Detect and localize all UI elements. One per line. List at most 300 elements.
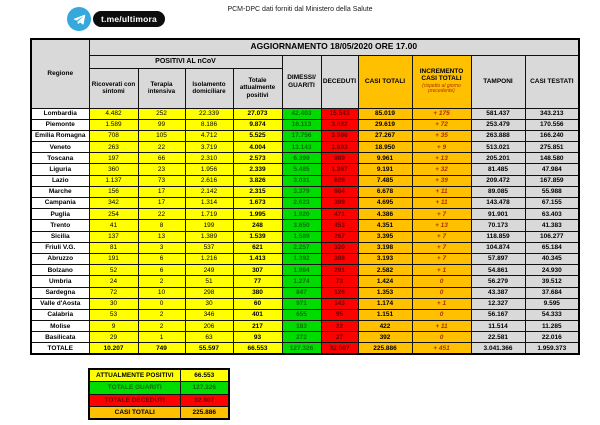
casi-testati-cell: 170.556	[525, 119, 579, 130]
incremento-cell: + 39	[412, 175, 471, 186]
incremento-cell: + 451	[412, 343, 471, 354]
dimessi-cell: 272	[282, 332, 321, 343]
table-row	[31, 220, 579, 231]
incremento-cell: 0	[412, 332, 471, 343]
dimessi-cell: 42.403	[282, 108, 321, 119]
deceduti-cell: 95	[321, 309, 358, 320]
terapia-cell: 66	[138, 153, 185, 164]
incremento-cell: + 35	[412, 130, 471, 141]
totale-positivi-cell: 2.339	[233, 164, 282, 175]
source-caption: PCM-DPC dati forniti dal Ministero della Salute	[227, 6, 373, 13]
tamponi-cell: 253.479	[471, 119, 525, 130]
totale-positivi-cell: 66.553	[233, 343, 282, 354]
deceduti-cell: 3.632	[321, 119, 358, 130]
incremento-cell: 0	[412, 287, 471, 298]
deceduti-cell: 453	[321, 220, 358, 231]
ricoverati-cell: 191	[89, 253, 138, 264]
region-name-cell: Campania	[31, 198, 89, 209]
isolamento-cell: 346	[185, 309, 233, 320]
header-row-update	[31, 39, 579, 55]
dimessi-cell: 1.274	[282, 276, 321, 287]
isolamento-cell: 298	[185, 287, 233, 298]
ricoverati-cell: 342	[89, 198, 138, 209]
totale-positivi-cell: 380	[233, 287, 282, 298]
terapia-cell: 1	[138, 332, 185, 343]
casi-testati-cell: 1.959.373	[525, 343, 579, 354]
totale-positivi-cell: 248	[233, 220, 282, 231]
table-row	[31, 253, 579, 264]
region-name-cell: Basilicata	[31, 332, 89, 343]
ricoverati-cell: 1.137	[89, 175, 138, 186]
tamponi-cell: 54.861	[471, 265, 525, 276]
terapia-cell: 2	[138, 276, 185, 287]
tamponi-cell: 263.888	[471, 130, 525, 141]
totale-positivi-cell: 2.573	[233, 153, 282, 164]
ricoverati-cell: 4.482	[89, 108, 138, 119]
incremento-label: INCREMENTO CASI TOTALI	[419, 68, 464, 83]
region-name-cell: Sardegna	[31, 287, 89, 298]
casi-testati-cell: 275.851	[525, 142, 579, 153]
tamponi-cell: 513.021	[471, 142, 525, 153]
incremento-cell: + 11	[412, 186, 471, 197]
region-name-cell: Friuli V.G.	[31, 242, 89, 253]
tamponi-cell: 3.041.366	[471, 343, 525, 354]
ricoverati-cell: 41	[89, 220, 138, 231]
incremento-cell: + 11	[412, 198, 471, 209]
region-name-cell: Calabria	[31, 309, 89, 320]
casi-totali-cell: 1.424	[358, 276, 412, 287]
casi-testati-cell: 63.403	[525, 209, 579, 220]
region-name-cell: Veneto	[31, 142, 89, 153]
col-header-terapia: Terapia intensiva	[138, 68, 185, 108]
summary-label: CASI TOTALI	[89, 407, 180, 420]
casi-totali-cell: 3.395	[358, 231, 412, 242]
casi-testati-cell: 54.333	[525, 309, 579, 320]
totale-positivi-cell: 217	[233, 321, 282, 332]
dimessi-cell: 1.589	[282, 231, 321, 242]
totale-positivi-cell: 60	[233, 298, 282, 309]
terapia-cell: 22	[138, 142, 185, 153]
col-header-casi-totali: CASI TOTALI	[358, 55, 412, 108]
ricoverati-cell: 263	[89, 142, 138, 153]
deceduti-cell: 126	[321, 287, 358, 298]
terapia-cell: 8	[138, 220, 185, 231]
table-row	[31, 153, 579, 164]
deceduti-cell: 388	[321, 253, 358, 264]
ricoverati-cell: 360	[89, 164, 138, 175]
table-row	[31, 321, 579, 332]
incremento-cell: 0	[412, 276, 471, 287]
isolamento-cell: 2.616	[185, 175, 233, 186]
deceduti-cell: 32.007	[321, 343, 358, 354]
totale-positivi-cell: 1.995	[233, 209, 282, 220]
dimessi-cell: 3.650	[282, 220, 321, 231]
update-title: AGGIORNAMENTO 18/05/2020 ORE 17.00	[89, 39, 579, 55]
col-header-regione: Regione	[31, 39, 89, 108]
region-name-cell: Emilia Romagna	[31, 130, 89, 141]
dimessi-cell: 13.143	[282, 142, 321, 153]
deceduti-cell: 989	[321, 153, 358, 164]
casi-totali-cell: 85.019	[358, 108, 412, 119]
ricoverati-cell: 72	[89, 287, 138, 298]
casi-totali-cell: 3.198	[358, 242, 412, 253]
casi-totali-cell: 4.386	[358, 209, 412, 220]
tamponi-cell: 70.173	[471, 220, 525, 231]
table-row	[31, 186, 579, 197]
tamponi-cell: 12.327	[471, 298, 525, 309]
table-row	[31, 198, 579, 209]
casi-totali-cell: 3.193	[358, 253, 412, 264]
region-name-cell: Bolzano	[31, 265, 89, 276]
summary-value: 32.007	[180, 394, 229, 407]
ricoverati-cell: 137	[89, 231, 138, 242]
table-row	[31, 242, 579, 253]
casi-totali-cell: 2.582	[358, 265, 412, 276]
isolamento-cell: 51	[185, 276, 233, 287]
summary-label: TOTALE DECEDUTI	[89, 394, 180, 407]
incremento-cell: + 72	[412, 119, 471, 130]
incremento-subnote: (rispetto al giorno precedente)	[422, 82, 461, 95]
terapia-cell: 17	[138, 198, 185, 209]
telegram-icon	[67, 7, 91, 31]
isolamento-cell: 63	[185, 332, 233, 343]
summary-row	[89, 369, 229, 382]
col-header-ricoverati: Ricoverati con sintomi	[89, 68, 138, 108]
isolamento-cell: 2.142	[185, 186, 233, 197]
terapia-cell: 0	[138, 298, 185, 309]
isolamento-cell: 1.314	[185, 198, 233, 209]
tamponi-cell: 22.581	[471, 332, 525, 343]
casi-testati-cell: 148.580	[525, 153, 579, 164]
dimessi-cell: 127.326	[282, 343, 321, 354]
casi-totali-cell: 4.695	[358, 198, 412, 209]
dimessi-cell: 5.485	[282, 164, 321, 175]
table-row	[31, 332, 579, 343]
tamponi-cell: 81.485	[471, 164, 525, 175]
incremento-cell: + 32	[412, 164, 471, 175]
region-name-cell: Lazio	[31, 175, 89, 186]
table-row	[31, 298, 579, 309]
summary-box	[88, 368, 230, 420]
incremento-cell: + 13	[412, 153, 471, 164]
terapia-cell: 2	[138, 321, 185, 332]
dimessi-cell: 183	[282, 321, 321, 332]
tamponi-cell: 104.874	[471, 242, 525, 253]
region-name-cell: Piemonte	[31, 119, 89, 130]
isolamento-cell: 249	[185, 265, 233, 276]
incremento-cell: 0	[412, 309, 471, 320]
totale-positivi-cell: 1.539	[233, 231, 282, 242]
totale-positivi-cell: 1.413	[233, 253, 282, 264]
col-header-tamponi: TAMPONI	[471, 55, 525, 108]
table-row	[31, 164, 579, 175]
col-header-deceduti: DECEDUTI	[321, 55, 358, 108]
region-name-cell: Liguria	[31, 164, 89, 175]
dimessi-cell: 16.113	[282, 119, 321, 130]
dimessi-cell: 2.257	[282, 242, 321, 253]
casi-totali-cell: 422	[358, 321, 412, 332]
isolamento-cell: 1.956	[185, 164, 233, 175]
table-row	[31, 231, 579, 242]
table-row	[31, 276, 579, 287]
ricoverati-cell: 30	[89, 298, 138, 309]
tamponi-cell: 118.859	[471, 231, 525, 242]
col-header-dimessi: DIMESSI/ GUARITI	[282, 55, 321, 108]
summary-row	[89, 394, 229, 407]
casi-testati-cell: 67.155	[525, 198, 579, 209]
deceduti-cell: 399	[321, 198, 358, 209]
col-group-positivi: POSITIVI AL nCoV	[89, 55, 282, 68]
terapia-cell: 13	[138, 231, 185, 242]
terapia-cell: 22	[138, 209, 185, 220]
ricoverati-cell: 9	[89, 321, 138, 332]
deceduti-cell: 15.543	[321, 108, 358, 119]
dimessi-cell: 17.756	[282, 130, 321, 141]
casi-testati-cell: 11.285	[525, 321, 579, 332]
isolamento-cell: 1.719	[185, 209, 233, 220]
summary-label: TOTALE GUARITI	[89, 382, 180, 395]
terapia-cell: 6	[138, 253, 185, 264]
casi-totali-cell: 9.961	[358, 153, 412, 164]
table-row	[31, 119, 579, 130]
casi-totali-cell: 6.678	[358, 186, 412, 197]
casi-totali-cell: 1.353	[358, 287, 412, 298]
ricoverati-cell: 53	[89, 309, 138, 320]
isolamento-cell: 199	[185, 220, 233, 231]
ricoverati-cell: 156	[89, 186, 138, 197]
summary-label: ATTUALMENTE POSITIVI	[89, 369, 180, 382]
col-header-casi-testati: CASI TESTATI	[525, 55, 579, 108]
incremento-cell: + 7	[412, 253, 471, 264]
ricoverati-cell: 29	[89, 332, 138, 343]
casi-testati-cell: 41.383	[525, 220, 579, 231]
incremento-cell: + 1	[412, 298, 471, 309]
deceduti-cell: 73	[321, 276, 358, 287]
table-row	[31, 209, 579, 220]
col-header-totale-positivi: Totale attualmente positivi	[233, 68, 282, 108]
totale-positivi-cell: 9.874	[233, 119, 282, 130]
casi-testati-cell: 40.345	[525, 253, 579, 264]
deceduti-cell: 984	[321, 186, 358, 197]
tamponi-cell: 91.901	[471, 209, 525, 220]
header-row-groups	[31, 55, 579, 68]
table-row	[31, 287, 579, 298]
casi-testati-cell: 24.930	[525, 265, 579, 276]
casi-totali-cell: 1.151	[358, 309, 412, 320]
table-row	[31, 309, 579, 320]
ricoverati-cell: 254	[89, 209, 138, 220]
casi-totali-cell: 225.886	[358, 343, 412, 354]
casi-testati-cell: 47.984	[525, 164, 579, 175]
tamponi-cell: 56.279	[471, 276, 525, 287]
totale-positivi-cell: 3.826	[233, 175, 282, 186]
deceduti-cell: 471	[321, 209, 358, 220]
casi-totali-cell: 1.174	[358, 298, 412, 309]
incremento-cell: + 7	[412, 231, 471, 242]
table-header	[31, 39, 579, 108]
region-name-cell: Molise	[31, 321, 89, 332]
tamponi-cell: 89.085	[471, 186, 525, 197]
terapia-cell: 3	[138, 242, 185, 253]
summary-row	[89, 407, 229, 420]
tamponi-cell: 57.897	[471, 253, 525, 264]
tamponi-cell: 43.387	[471, 287, 525, 298]
incremento-cell: + 9	[412, 142, 471, 153]
summary-row	[89, 382, 229, 395]
casi-testati-cell: 39.512	[525, 276, 579, 287]
deceduti-cell: 27	[321, 332, 358, 343]
dimessi-cell: 6.399	[282, 153, 321, 164]
casi-totali-cell: 9.191	[358, 164, 412, 175]
region-name-cell: Valle d'Aosta	[31, 298, 89, 309]
totale-positivi-cell: 401	[233, 309, 282, 320]
deceduti-cell: 320	[321, 242, 358, 253]
deceduti-cell: 143	[321, 298, 358, 309]
dimessi-cell: 2.623	[282, 198, 321, 209]
deceduti-cell: 22	[321, 321, 358, 332]
isolamento-cell: 55.597	[185, 343, 233, 354]
incremento-cell: + 1	[412, 265, 471, 276]
deceduti-cell: 3.986	[321, 130, 358, 141]
casi-testati-cell: 167.859	[525, 175, 579, 186]
table-row	[31, 142, 579, 153]
region-name-cell: Sicilia	[31, 231, 89, 242]
isolamento-cell: 3.719	[185, 142, 233, 153]
deceduti-cell: 1.367	[321, 164, 358, 175]
summary-value: 127.326	[180, 382, 229, 395]
tamponi-cell: 11.514	[471, 321, 525, 332]
ricoverati-cell: 24	[89, 276, 138, 287]
covid-table	[30, 38, 580, 355]
deceduti-cell: 267	[321, 231, 358, 242]
terapia-cell: 99	[138, 119, 185, 130]
dimessi-cell: 971	[282, 298, 321, 309]
ricoverati-cell: 10.207	[89, 343, 138, 354]
ricoverati-cell: 52	[89, 265, 138, 276]
dimessi-cell: 1.392	[282, 253, 321, 264]
table-body	[31, 108, 579, 354]
ricoverati-cell: 1.589	[89, 119, 138, 130]
totale-positivi-cell: 77	[233, 276, 282, 287]
terapia-cell: 6	[138, 265, 185, 276]
terapia-cell: 17	[138, 186, 185, 197]
terapia-cell: 73	[138, 175, 185, 186]
incremento-cell: + 7	[412, 242, 471, 253]
isolamento-cell: 4.712	[185, 130, 233, 141]
incremento-cell: + 175	[412, 108, 471, 119]
region-name-cell: Puglia	[31, 209, 89, 220]
dimessi-cell: 847	[282, 287, 321, 298]
casi-testati-cell: 37.684	[525, 287, 579, 298]
isolamento-cell: 206	[185, 321, 233, 332]
table-row	[31, 130, 579, 141]
region-name-cell: Trento	[31, 220, 89, 231]
totale-positivi-cell: 2.315	[233, 186, 282, 197]
ricoverati-cell: 197	[89, 153, 138, 164]
col-header-incremento	[412, 55, 471, 108]
ricoverati-cell: 708	[89, 130, 138, 141]
dimessi-cell: 655	[282, 309, 321, 320]
totale-positivi-cell: 1.673	[233, 198, 282, 209]
summary-value: 66.553	[180, 369, 229, 382]
region-name-cell: Umbria	[31, 276, 89, 287]
dimessi-cell: 3.031	[282, 175, 321, 186]
tamponi-cell: 581.437	[471, 108, 525, 119]
casi-totali-cell: 392	[358, 332, 412, 343]
ricoverati-cell: 81	[89, 242, 138, 253]
isolamento-cell: 22.339	[185, 108, 233, 119]
dimessi-cell: 3.379	[282, 186, 321, 197]
dimessi-cell: 1.920	[282, 209, 321, 220]
incremento-cell: + 13	[412, 220, 471, 231]
casi-testati-cell: 343.213	[525, 108, 579, 119]
region-name-cell: Lombardia	[31, 108, 89, 119]
terapia-cell: 23	[138, 164, 185, 175]
totale-positivi-cell: 307	[233, 265, 282, 276]
region-name-cell: Toscana	[31, 153, 89, 164]
casi-totali-cell: 4.351	[358, 220, 412, 231]
totale-positivi-cell: 621	[233, 242, 282, 253]
terapia-cell: 252	[138, 108, 185, 119]
totale-positivi-cell: 5.525	[233, 130, 282, 141]
tamponi-cell: 143.478	[471, 198, 525, 209]
tamponi-cell: 56.167	[471, 309, 525, 320]
isolamento-cell: 8.186	[185, 119, 233, 130]
casi-testati-cell: 22.016	[525, 332, 579, 343]
casi-totali-cell: 18.950	[358, 142, 412, 153]
isolamento-cell: 1.216	[185, 253, 233, 264]
col-header-isolamento: Isolamento domiciliare	[185, 68, 233, 108]
incremento-cell: + 11	[412, 321, 471, 332]
casi-testati-cell: 9.595	[525, 298, 579, 309]
totale-positivi-cell: 93	[233, 332, 282, 343]
totale-positivi-cell: 27.073	[233, 108, 282, 119]
tamponi-cell: 209.472	[471, 175, 525, 186]
totale-positivi-cell: 4.004	[233, 142, 282, 153]
isolamento-cell: 537	[185, 242, 233, 253]
table-row	[31, 175, 579, 186]
table-row	[31, 265, 579, 276]
casi-testati-cell: 65.184	[525, 242, 579, 253]
incremento-cell: + 7	[412, 209, 471, 220]
isolamento-cell: 2.310	[185, 153, 233, 164]
deceduti-cell: 628	[321, 175, 358, 186]
casi-testati-cell: 166.240	[525, 130, 579, 141]
table-row	[31, 108, 579, 119]
region-name-cell: TOTALE	[31, 343, 89, 354]
casi-totali-cell: 27.267	[358, 130, 412, 141]
isolamento-cell: 30	[185, 298, 233, 309]
deceduti-cell: 291	[321, 265, 358, 276]
casi-totali-cell: 7.485	[358, 175, 412, 186]
terapia-cell: 2	[138, 309, 185, 320]
tamponi-cell: 205.201	[471, 153, 525, 164]
deceduti-cell: 1.803	[321, 142, 358, 153]
telegram-handle-pill[interactable]: t.me/ultimora	[93, 11, 165, 27]
isolamento-cell: 1.389	[185, 231, 233, 242]
terapia-cell: 749	[138, 343, 185, 354]
terapia-cell: 10	[138, 287, 185, 298]
casi-testati-cell: 106.277	[525, 231, 579, 242]
region-name-cell: Abruzzo	[31, 253, 89, 264]
casi-totali-cell: 29.619	[358, 119, 412, 130]
telegram-badge[interactable]	[67, 7, 165, 31]
region-name-cell: Marche	[31, 186, 89, 197]
summary-value: 225.886	[180, 407, 229, 420]
summary-body	[89, 369, 229, 419]
dimessi-cell: 1.984	[282, 265, 321, 276]
casi-testati-cell: 55.988	[525, 186, 579, 197]
